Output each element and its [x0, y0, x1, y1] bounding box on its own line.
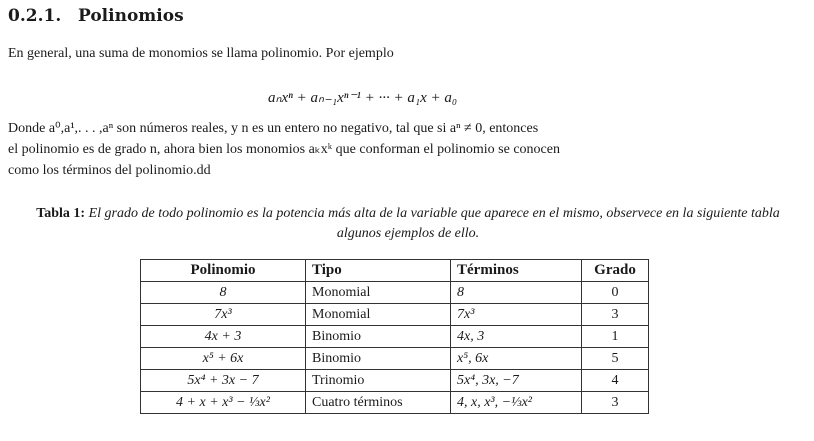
body-line-3: como los términos del polinomio.dd — [8, 163, 211, 178]
cell-polinomio: 4x + 3 — [141, 326, 306, 348]
table-row — [141, 370, 649, 392]
header-grado: Grado — [582, 260, 649, 282]
caption-label: Tabla 1: — [36, 206, 86, 221]
table-row — [141, 392, 649, 414]
cell-tipo: Binomio — [306, 348, 451, 370]
table-header-row — [141, 260, 649, 282]
cell-terminos: 4, x, x³, −⅓x² — [451, 392, 582, 414]
cell-tipo: Monomial — [306, 304, 451, 326]
body-line-1: Donde a⁰,a¹,. . . ,aⁿ son números reales, y n es un entero no negativo, tal que si aⁿ ≠ 0, entonces — [8, 121, 539, 136]
cell-terminos: 7x³ — [451, 304, 582, 326]
cell-grado: 1 — [582, 326, 649, 348]
header-tipo: Tipo — [306, 260, 451, 282]
cell-grado: 3 — [582, 304, 649, 326]
cell-terminos: 5x⁴, 3x, −7 — [451, 370, 582, 392]
polynomials-table — [140, 259, 649, 414]
cell-polinomio: 4 + x + x³ − ⅓x² — [141, 392, 306, 414]
cell-polinomio: 5x⁴ + 3x − 7 — [141, 370, 306, 392]
intro-paragraph: En general, una suma de monomios se llama polinomio. Por ejemplo — [8, 46, 394, 61]
body-line-2: el polinomio es de grado n, ahora bien los monomios aₖxᵏ que conforman el polinomio se conocen — [8, 142, 560, 157]
cell-tipo: Binomio — [306, 326, 451, 348]
cell-tipo: Cuatro términos — [306, 392, 451, 414]
table-row — [141, 304, 649, 326]
header-polinomio: Polinomio — [141, 260, 306, 282]
cell-terminos: x⁵, 6x — [451, 348, 582, 370]
cell-grado: 0 — [582, 282, 649, 304]
cell-tipo: Monomial — [306, 282, 451, 304]
caption-text: El grado de todo polinomio es la potencia más alta de la variable que aparece en el mismo, observece en la siguiente tabla algunos ejemplos de ello. — [88, 206, 780, 241]
section-heading — [8, 6, 184, 26]
polynomial-formula: aₙxⁿ + aₙ₋₁xⁿ⁻¹ + ··· + a₁x + a₀ — [268, 90, 458, 106]
table-caption — [28, 204, 788, 244]
cell-terminos: 8 — [451, 282, 582, 304]
table-row — [141, 282, 649, 304]
table-row — [141, 326, 649, 348]
section-number: 0.2.1. — [8, 6, 62, 26]
cell-polinomio: 7x³ — [141, 304, 306, 326]
body-paragraph — [8, 118, 560, 181]
cell-grado: 5 — [582, 348, 649, 370]
cell-grado: 4 — [582, 370, 649, 392]
cell-tipo: Trinomio — [306, 370, 451, 392]
cell-polinomio: 8 — [141, 282, 306, 304]
table-row — [141, 348, 649, 370]
header-terminos: Términos — [451, 260, 582, 282]
cell-polinomio: x⁵ + 6x — [141, 348, 306, 370]
cell-terminos: 4x, 3 — [451, 326, 582, 348]
cell-grado: 3 — [582, 392, 649, 414]
section-title: Polinomios — [78, 6, 184, 26]
